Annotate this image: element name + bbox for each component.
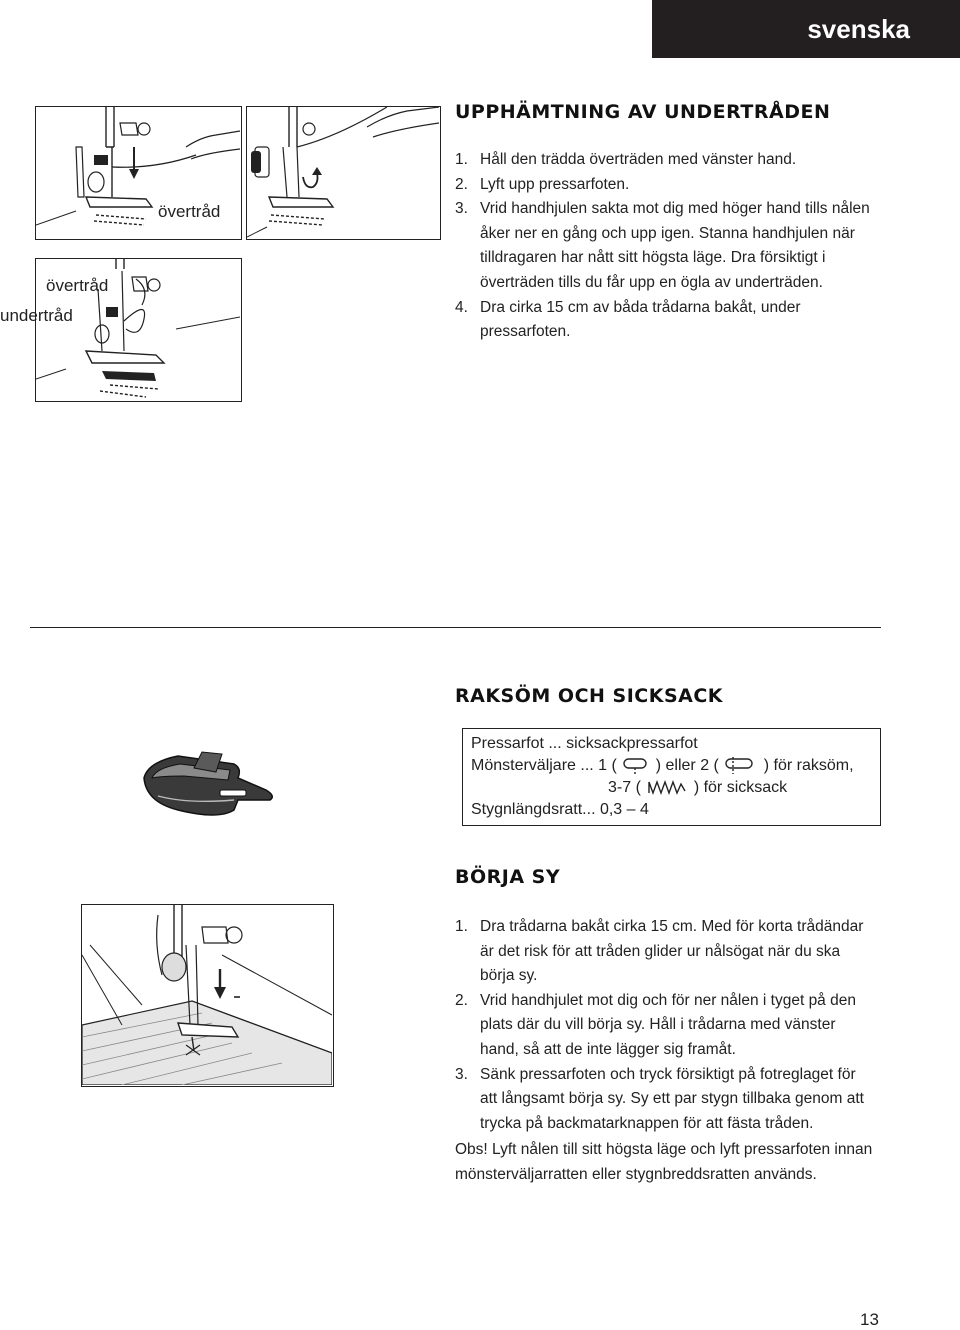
step-number: 2. [455,175,468,193]
steps-upphamtning [455,148,875,345]
figure-start-sewing [81,904,334,1087]
step-text: Vrid handhjulen sakta mot dig med höger hand tills nålen åker ner en gång och upp igen. Stanna handhjulen när tilldragaren har nått sitt högsta läge. Dra försiktigt i överträden tills du får upp en ögla av underträden. [480,200,870,291]
step-number: 1. [455,151,468,168]
straight-stitch-center-icon [723,757,759,775]
section-title-raksom: RAKSÖM OCH SICKSACK [455,685,724,707]
pattern-label-c: ) för raksöm, [763,757,854,775]
step-number: 3. [455,200,468,218]
label-undertrad: undertråd [0,306,73,325]
step-text: Håll den trädda överträden med vänster hand. [480,151,797,168]
settings-box [462,728,881,826]
page-number: 13 [860,1310,879,1329]
step-item [455,173,875,198]
settings-row-stitch-length: Stygnlängdsratt... 0,3 – 4 [471,801,649,818]
label-overtrad-top: övertråd [158,202,221,221]
zigzag-label-a: 3-7 ( [608,779,641,797]
step-number: 3. [455,1065,468,1083]
step-item [455,296,875,345]
language-tab [652,0,960,58]
settings-row-pattern [471,757,854,775]
pattern-label-a: Mönsterväljare ... 1 ( [471,757,617,775]
label-overtrad-bottom: övertråd [46,276,109,295]
step-text: Lyft upp pressarfoten. [480,175,630,193]
steps-borja-sy [455,915,875,1136]
note-obs: Obs! Lyft nålen till sitt högsta läge och lyft pressarfoten innan mönsterväljarratten eller stygnbreddsratten används. [455,1141,873,1183]
settings-row-zigzag [608,779,787,797]
step-text: Vrid handhjulet mot dig och för ner nålen i tyget på den plats där du vill börja sy. Håll i trådarna med vänster hand, så att de inte lägger sig framåt. [480,991,856,1058]
zigzag-stitch-icon [645,779,689,797]
section-divider [30,627,881,628]
settings-row-presser: Pressarfot ... sicksackpressarfot [471,735,698,752]
step-item [455,989,875,1063]
zigzag-presser-foot-image [138,738,278,828]
step-item [455,1063,875,1137]
step-item [455,915,875,989]
step-number: 1. [455,918,468,935]
section-title-borja-sy: BÖRJA SY [455,866,561,888]
zigzag-label-b: ) för sicksack [693,779,788,797]
step-number: 4. [455,298,468,316]
step-item [455,197,875,295]
step-text: Sänk pressarfoten och tryck försiktigt på fotreglaget för att långsamt börja sy. Sy ett par stygn tillbaka genom att trycka på backmatarknappen för att fästa tråden. [480,1065,864,1132]
straight-stitch-left-icon [621,757,651,775]
step-text: Dra cirka 15 cm av båda trådarna bakåt, under pressarfoten. [480,298,801,341]
section-title-upphamtning: UPPHÄMTNING AV UNDERTRÅDEN [455,101,831,123]
step-text: Dra trådarna bakåt cirka 15 cm. Med för korta trådändar är det risk för att tråden glider ur nålsögat när du ska börja sy. [480,918,864,985]
language-label: svenska [807,13,910,44]
pattern-label-b: ) eller 2 ( [655,757,719,775]
step-number: 2. [455,991,468,1009]
step-item [455,148,875,173]
figure-pull-thread [246,106,441,240]
